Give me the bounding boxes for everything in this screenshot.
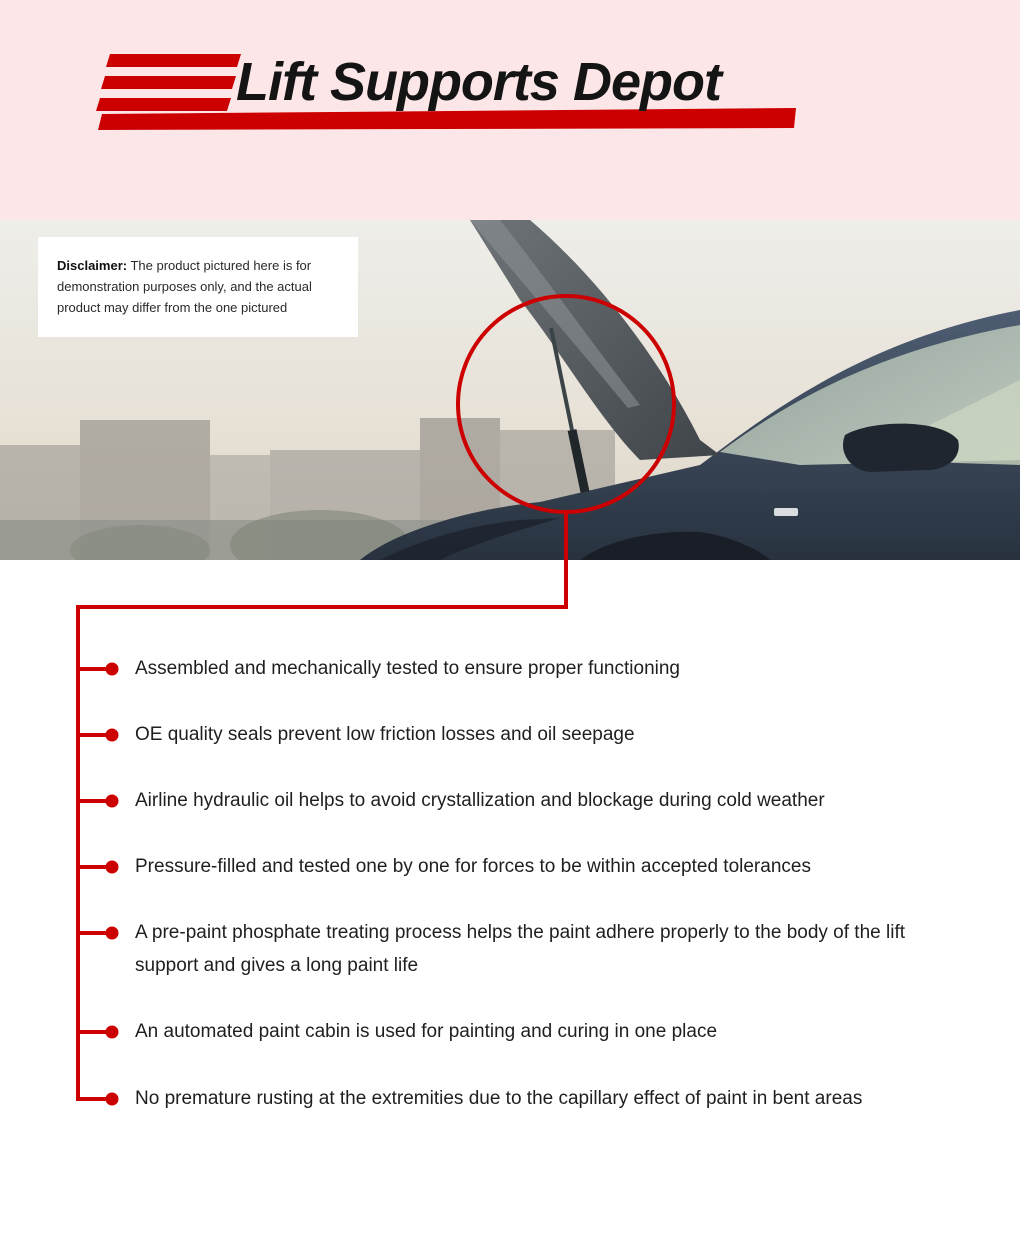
disclaimer-text: The product pictured here is for demonstration purposes only, and the actual product may differ from the one pictured <box>57 258 312 315</box>
feature-item: No premature rusting at the extremities due to the capillary effect of paint in bent areas <box>135 1088 863 1109</box>
feature-item: An automated paint cabin is used for painting and curing in one place <box>135 1021 718 1042</box>
disclaimer-label: Disclaimer: <box>57 258 128 273</box>
feature-item: Airline hydraulic oil helps to avoid crystallization and blockage during cold weather <box>135 790 825 811</box>
feature-item: Pressure-filled and tested one by one for forces to be within accepted tolerances <box>135 856 811 877</box>
feature-item: A pre-paint phosphate treating process helps the paint adhere properly to the body of the lift support and gives a long paint life <box>135 922 906 976</box>
feature-item: OE quality seals prevent low friction losses and oil seepage <box>135 724 635 745</box>
feature-item: Assembled and mechanically tested to ensure proper functioning <box>135 658 680 679</box>
brand-name: Lift Supports Depot <box>236 52 721 112</box>
